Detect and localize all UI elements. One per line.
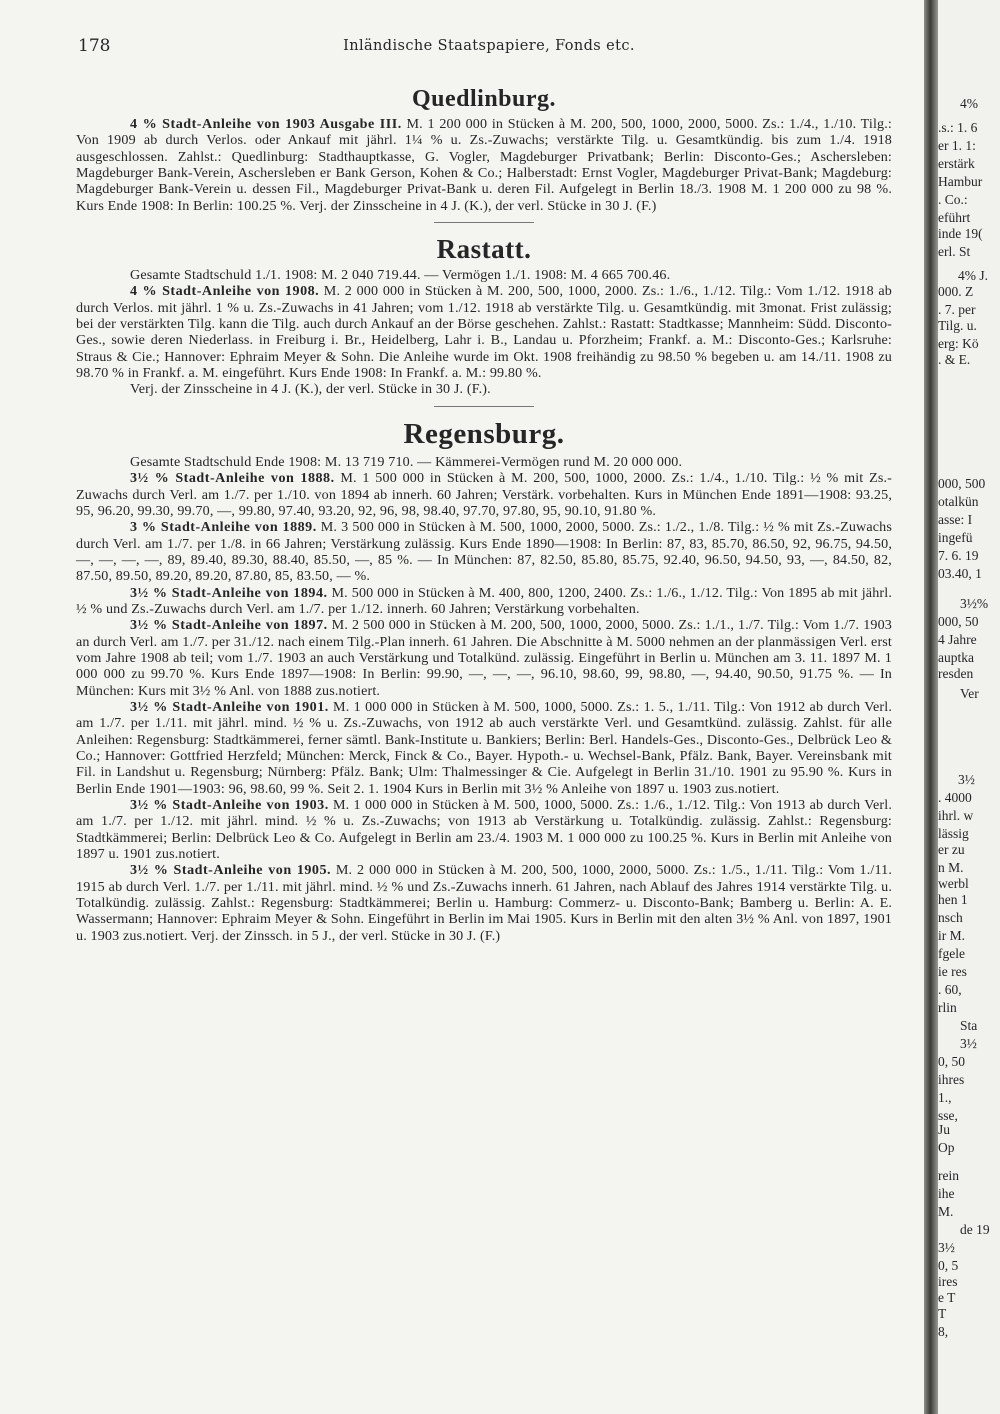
fragment-line: Op xyxy=(938,1140,955,1155)
fragment-line: 0, 50 xyxy=(938,1054,965,1069)
fragment-line: sse, xyxy=(938,1108,958,1123)
fragment-line: er zu xyxy=(938,842,965,857)
fragment-line: 7. 6. 19 xyxy=(938,548,979,563)
fragment-line: 000. Z xyxy=(938,284,974,299)
fragment-line: ires xyxy=(938,1274,958,1289)
fragment-line: Tilg. u. xyxy=(938,318,977,333)
fragment-line: erl. St xyxy=(938,244,971,259)
page-number: 178 xyxy=(78,36,111,56)
adjacent-page-fragment xyxy=(938,0,1000,1414)
fragment-line: e T xyxy=(938,1290,956,1305)
loan-title: 4 % Stadt-Anleihe von 1903 Ausgabe III. xyxy=(130,116,402,132)
city-heading-rastatt: Rastatt. xyxy=(436,234,532,265)
fragment-line: 3½ xyxy=(958,772,975,787)
fragment-line: eführt xyxy=(938,210,971,225)
fragment-line: ie res xyxy=(938,964,967,979)
fragment-line: 03.40, 1 xyxy=(938,566,982,581)
loan-title: 3½ % Stadt-Anleihe von 1905. xyxy=(130,862,332,879)
loan-title: 4 % Stadt-Anleihe von 1908. xyxy=(130,283,320,300)
fragment-line: n M. xyxy=(938,860,964,875)
loan-title: 3½ % Stadt-Anleihe von 1903. xyxy=(130,797,329,814)
fragment-line: . 7. per xyxy=(938,302,976,317)
fragment-line: . 60, xyxy=(938,982,962,997)
running-title: Inländische Staatspapiere, Fonds etc. xyxy=(343,38,635,54)
fragment-line: . & E. xyxy=(938,352,971,367)
loan-text: M. 2 000 000 in Stücken à M. 200, 500, 1000, 2000, 5000. Zs.: 1./5., 1./11. Tilg.: Vom 1./11. 1915 ab durch Verl. 1./7. per 1./11. mit jährl. mind. ½ % und Zs.-Zuwachs innerh. 61 Jahren, nach Ablauf des Jahres 1914 verstärkte Tilg. u. Totalkündig. zulässig. Zahlst.: Regensburg: Stadtkämmerei; Berlin u. Hamburg: Commerz- u. Disconto-Bank; Bamberg u. Berlin: A. E. Wassermann; Hannover: Ephraim Meyer & Sohn. Eingeführt in Berlin im Mai 1905. Kurs in Berlin mit den alten 3½ % Anl. von 1897, 1901 u. 1903 zus.notiert. Verj. der Zinssch. in 5 J., der verl. Stücke in 30 J. (F.) xyxy=(76,862,892,944)
fragment-line: Ju xyxy=(938,1122,951,1137)
loan-entry xyxy=(76,797,892,862)
fragment-line: 0, 5 xyxy=(938,1258,959,1273)
fragment-line: ihrl. w xyxy=(938,808,974,823)
fragment-line: 1., xyxy=(938,1090,952,1105)
fragment-line: 8, xyxy=(938,1324,949,1339)
city-intro: Gesamte Stadtschuld Ende 1908: M. 13 719 710. — Kämmerei-Vermögen rund M. 20 000 000. xyxy=(130,453,683,470)
fragment-line: Ver xyxy=(960,686,979,701)
fragment-line: 3½ xyxy=(960,1036,977,1051)
fragment-line: rlin xyxy=(938,1000,957,1015)
book-gutter xyxy=(924,0,938,1414)
fragment-line: otalkün xyxy=(938,494,979,509)
fragment-line: erg: Kö xyxy=(938,336,979,351)
loan-entry xyxy=(76,699,892,797)
loan-text: M. 1 000 000 in Stücken à M. 500, 1000, 5000. Zs.: 1. 5., 1./11. Tilg.: Von 1912 ab durch Verl. am 1./7. per 1./11. mit jährl. mind. ½ % u. Zs.-Zuwachs, von 1912 ab auch verstärkte Verl. und Gesamtkünd. zulässig. Zahlst. für alle Anleihen: Regensburg: Stadtkämmerei, ferner sämtl. Bank-Institute u. Bankiers; Berlin: Berl. Handels-Ges., Disconto-Ges., Delbrück Leo & Co.; Hannover: Gottfried Herzfeld; München: Merck, Finck & Co., Bayer. Hypoth.- u. Wechsel-Bank, Pfälz. Bank, Bayer. Vereinsbank mit Fil. in Landshut u. Regensburg; Nürnberg: Pfälz. Bank; Ulm: Thalmessinger & Cie. Aufgelegt in Berlin 31./10. 1901 zu 95.90 %. Kurs in Berlin Ende 1901—1903: 96, 98.60, 99 %. Seit 2. 1. 1904 Kurs in Berlin mit 3½ % Anleihe von 1897 u. 1903 zus.notiert. xyxy=(76,698,892,797)
fragment-line: inde 19( xyxy=(938,226,983,241)
fragment-line: 4 Jahre xyxy=(938,632,977,647)
fragment-line: resden xyxy=(938,666,974,681)
loan-title: 3½ % Stadt-Anleihe von 1894. xyxy=(130,584,328,601)
loan-entry xyxy=(76,470,892,519)
fragment-line: nsch xyxy=(938,910,963,925)
fragment-line: Hambur xyxy=(938,174,983,189)
loan-text: M. 1 500 000 in Stücken à M. 200, 500, 1000, 2000. Zs.: 1./4., 1./10. Tilg.: ½ % mit Zs.-Zuwachs durch Verl. am 1./7. per 1./10. von 1894 ab innerh. 60 Jahren; Verstärk. vorbehalten. Kurs in München Ende 1891—1908: 93.25, 95, 96.20, 99.30, 99.70, —, 99.80, 97.40, 93.20, 92, 96, 98, 98.40, 97.70, 97.80, 95, 90.10, 91.80 %. xyxy=(76,470,892,519)
fragment-line: Sta xyxy=(960,1018,978,1033)
limitation-note: Verj. der Zinsscheine in 4 J. (K.), der verl. Stücke in 30 J. (F.). xyxy=(130,381,491,398)
fragment-line: T xyxy=(938,1306,947,1321)
loan-text: M. 2 000 000 in Stücken à M. 200, 500, 1000, 2000. Zs.: 1./6., 1./12. Tilg.: Vom 1./12. 1918 ab durch Verlos. mit jährl. 1 % u. Zs.-Zuwachs in 41 Jahren; vom 1./12. 1918 ab verstärkte Tilg. u. Gesamtkündig. mit 3monat. Frist zulässig; bei der verstärkten Tilg. kann die Tilg. auch durch Ankauf an der Börse geschehen. Zahlst.: Rastatt: Stadtkasse; Mannheim: Südd. Disconto-Ges., sowie deren Niederlass. in Freiburg i. Br., Heidelberg, Lahr i. B., Landau u. Pforzheim; Frankf. a. M.: Disconto-Ges.; Karlsruhe: Straus & Cie.; Hannover: Ephraim Meyer & Sohn. Die Anleihe wurde im Okt. 1908 freihändig zu 98.50 % begeben u. am 14./11. 1908 zu 98.70 % in Frankf. a. M. eingeführt. Kurs Ende 1908: In Frankf. a. M.: 99.80 %. xyxy=(76,283,892,382)
section-divider xyxy=(434,406,534,407)
fragment-line: . Co.: xyxy=(938,192,968,207)
loan-title: 3½ % Stadt-Anleihe von 1897. xyxy=(130,617,328,634)
fragment-line: werbl xyxy=(938,876,969,891)
loan-title: 3 % Stadt-Anleihe von 1889. xyxy=(130,519,317,536)
loan-title: 3½ % Stadt-Anleihe von 1888. xyxy=(130,470,335,487)
fragment-line: erstärk xyxy=(938,156,975,171)
fragment-line: ihe xyxy=(938,1186,955,1201)
city-heading-quedlinburg: Quedlinburg. xyxy=(411,86,557,112)
fragment-line: . 4000 xyxy=(938,790,972,805)
loan-entry xyxy=(76,862,892,944)
loan-text: M. 1 000 000 in Stücken à M. 500, 1000, 5000. Zs.: 1./6., 1./12. Tilg.: Von 1913 ab durch Verl. am 1./7. per 1./12. mit jährl. mind. ½ % u. Zs.-Zuwachs; von 1913 ab Verstärkung u. Totalkündig. zulässig. Zahlst.: Regensburg: Stadtkämmerei; Berlin: Delbrück Leo & Co. Aufgelegt in Berlin am 23./4. 1903 M. 1 000 000 zu 100.25 %. Kurs in Berlin mit Anleihe von 1897 u. 1901 zus.notiert. xyxy=(76,797,892,863)
fragment-line: 000, 50 xyxy=(938,614,979,629)
fragment-line: .s.: 1. 6 xyxy=(938,120,978,135)
loan-entry xyxy=(76,116,892,214)
loan-text: M. 500 000 in Stücken à M. 400, 800, 1200, 2400. Zs.: 1./6., 1./12. Tilg.: Von 1895 ab mit jährl. ½ % und Zs.-Zuwachs durch Verl. am 1./7. per 1./12. innerh. 60 Jahren; Verstärkung vorbehalten. xyxy=(76,584,892,617)
loan-entry xyxy=(76,585,892,618)
fragment-line: ihres xyxy=(938,1072,965,1087)
fragment-line: M. xyxy=(938,1204,954,1219)
fragment-line: auptka xyxy=(938,650,974,665)
fragment-line: fgele xyxy=(938,946,965,961)
loan-text: M. 2 500 000 in Stücken à M. 200, 500, 1000, 2000, 5000. Zs.: 1./1., 1./7. Tilg.: Vom 1./7. 1903 an durch Verl. am 1./7. per 31./12. nach einem Tilg.-Plan innerh. 61 Jahren. Die Abschnitte à M. 5000 nehmen an der planmässigen Verl. erst vom Jahre 1908 ab teil; vom 1./7. 1903 an auch Verstärkung und Totalkünd. zulässig. Eingeführt in Berlin u. München am 3. 11. 1897 M. 1 000 000 zu 99.70 %. Kurs Ende 1897—1908: In Berlin: 99.90, —, —, —, 96.10, 98.60, 99, 98.80, —, 94.40, 90.50, 91.75 %. — In München: Kurs mit 3½ % Anl. von 1888 zus.notiert. xyxy=(76,617,892,699)
fragment-line: 4% J. xyxy=(958,268,988,283)
loan-entry xyxy=(76,283,892,381)
loan-entry xyxy=(76,617,892,699)
loan-title: 3½ % Stadt-Anleihe von 1901. xyxy=(130,698,329,715)
loan-text: M. 1 200 000 in Stücken à M. 200, 500, 1000, 2000, 5000. Zs.: 1./4., 1./10. Tilg.: Von 1909 ab durch Verlos. oder Ankauf mit jährl. 1¼ % u. Zs.-Zuwachs; verstärkte Tilg. u. Gesamtkündig. bis zum 1./4. 1918 ausgeschlossen. Zahlst.: Quedlinburg: Stadthauptkasse, G. Vogler, Magdeburger Privatbank; Berlin: Disconto-Ges.; Aschersleben: Magdeburger Bank-Verein, Aschersleben er Bank Gerson, Kohen & Co.; Halberstadt: Ernst Vogler, Magdeburger Privat-Bank; Magdeburg: Magdeburger Bank-Verein u. dessen Fil., Magdeburger Privat-Bank u. deren Fil. Aufgelegt in Berlin 18./3. 1908 M. 1 200 000 zu 98 %. Kurs Ende 1908: In Berlin: 100.25 %. Verj. der Zinsscheine in 4 J. (K.), der verl. Stücke in 30 J. (F.) xyxy=(76,116,892,214)
fragment-line: ingefü xyxy=(938,530,973,545)
city-heading-regensburg: Regensburg. xyxy=(403,417,565,450)
fragment-line: ir M. xyxy=(938,928,965,943)
fragment-line: er 1. 1: xyxy=(938,138,976,153)
page-header xyxy=(78,36,900,58)
fragment-line: lässig xyxy=(938,826,969,841)
fragment-line: de 19 xyxy=(960,1222,990,1237)
fragment-line: 4% xyxy=(960,96,978,111)
fragment-line: 000, 500 xyxy=(938,476,986,491)
fragment-line: rein xyxy=(938,1168,959,1183)
fragment-line: hen 1 xyxy=(938,892,968,907)
loan-entry xyxy=(76,519,892,584)
fragment-line: asse: I xyxy=(938,512,973,527)
city-intro: Gesamte Stadtschuld 1./1. 1908: M. 2 040 719.44. — Vermögen 1./1. 1908: M. 4 665 700.46. xyxy=(130,267,671,284)
fragment-line: 3½% xyxy=(960,596,989,611)
loan-text: M. 3 500 000 in Stücken à M. 500, 1000, 2000, 5000. Zs.: 1./2., 1./8. Tilg.: ½ % mit Zs.-Zuwachs durch Verl. am 1./7. per 1./8. in 66 Jahren; Verstärkung zulässig. Kurs Ende 1890—1908: In Berlin: 87, 83, 85.70, 86.50, 92, 96.75, 94.50, —, —, —, —, 89, 89.40, 89.30, 88.40, 85.50, —, 85 %. — In München: 87, 82.50, 85.80, 85.75, 92.40, 96.50, 94.50, 93, —, 84.50, 82, 87.50, 89.50, 89.20, 89.20, 87.80, 85, 83.50, — %. xyxy=(76,519,892,585)
page-content xyxy=(76,80,892,944)
section-divider xyxy=(434,222,534,223)
fragment-line: 3½ xyxy=(938,1240,955,1255)
